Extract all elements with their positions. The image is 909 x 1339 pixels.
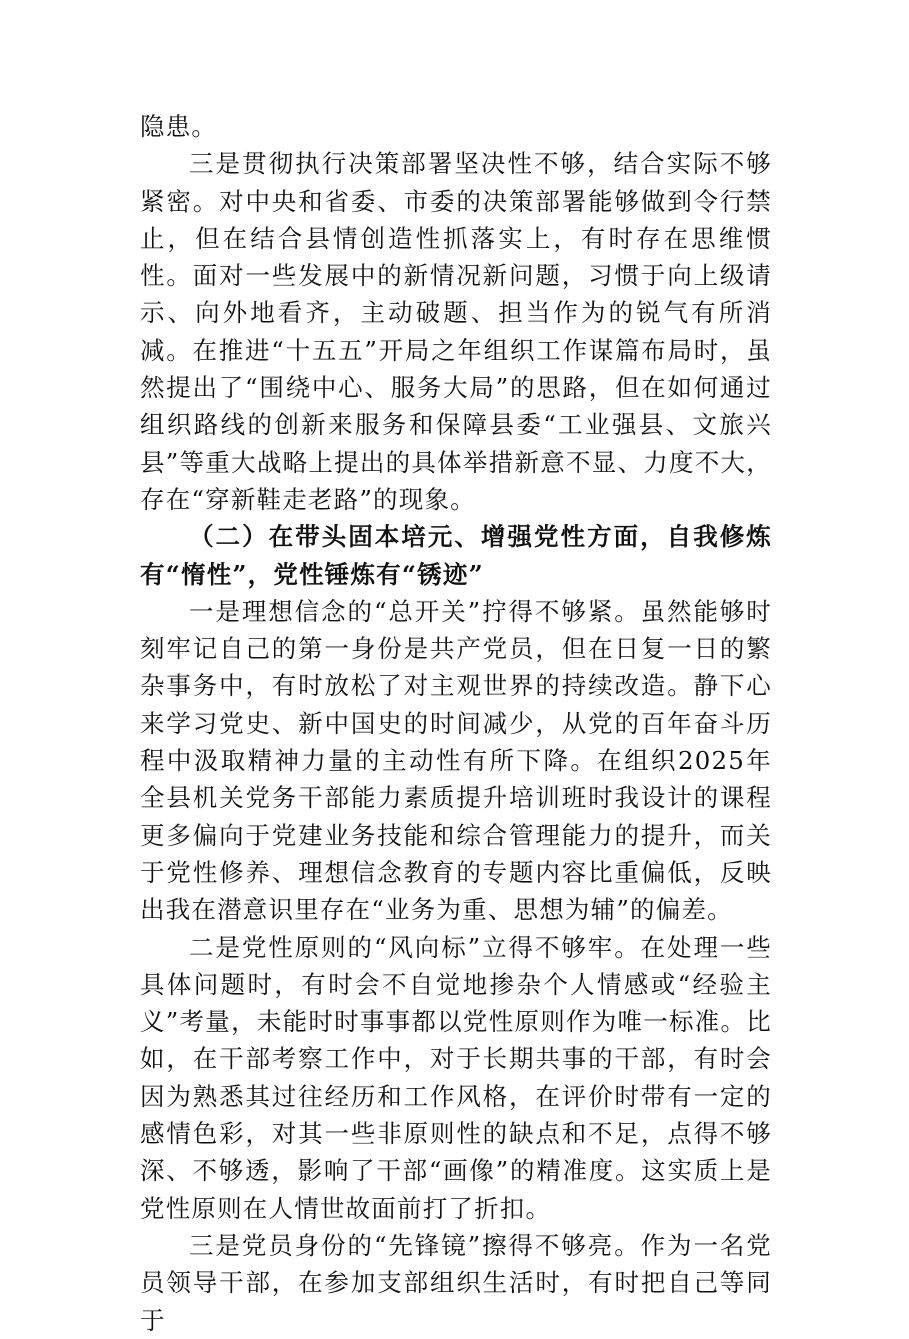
paragraph-ideals-beliefs: 一是理想信念的“总开关”拧得不够紧。虽然能够时刻牢记自己的第一身份是共产党员，但在日复一日的繁杂事务中，有时放松了对主观世界的持续改造。静下心来学习党史、新中国史的时间减少，从党的百年奋斗历程中汲取精神力量的主动性有所下降。在组织2025年全县机关党务干部能力素质提升培训班时我设计的课程更多偏向于党建业务技能和综合管理能力的提升，而关于党性修养、理想信念教育的专题内容比重偏低，反映出我在潜意识里存在“业务为重、思想为辅”的偏差。 bbox=[140, 596, 772, 925]
paragraph-decision-implementation: 三是贯彻执行决策部署坚决性不够，结合实际不够紧密。对中央和省委、市委的决策部署能够做到令行禁止，但在结合县情创造性抓落实上，有时存在思维惯性。面对一些发展中的新情况新问题，习惯于向上级请示、向外地看齐，主动破题、担当作为的锐气有所消减。在推进“十五五”开局之年组织工作谋篇布局时，虽然提出了“围绕中心、服务大局”的思路，但在如何通过组织路线的创新来服务和保障县委“工业强县、文旅兴县”等重大战略上提出的具体举措新意不显、力度不大，存在“穿新鞋走老路”的现象。 bbox=[140, 149, 772, 514]
section-heading-party-spirit: （二）在带头固本培元、增强党性方面，自我修炼有“惰性”，党性锤炼有“锈迹” bbox=[140, 522, 772, 589]
paragraph-continuation: 隐患。 bbox=[140, 112, 218, 141]
paragraph-party-member-identity: 三是党员身份的“先锋镜”擦得不够亮。作为一名党员领导干部，在参加支部组织生活时，有时把自己等同于 bbox=[140, 1230, 772, 1335]
paragraph-party-principles: 二是党性原则的“风向标”立得不够牢。在处理一些具体问题时，有时会不自觉地掺杂个人情感或“经验主义”考量，未能时时事事都以党性原则作为唯一标准。比如，在干部考察工作中，对于长期共事的干部，有时会因为熟悉其过往经历和工作风格，在评价时带有一定的感情色彩，对其一些非原则性的缺点和不足，点得不够深、不够透，影响了干部“画像”的精准度。这实质上是党性原则在人情世故面前打了折扣。 bbox=[140, 932, 772, 1223]
document-page bbox=[140, 108, 772, 1339]
